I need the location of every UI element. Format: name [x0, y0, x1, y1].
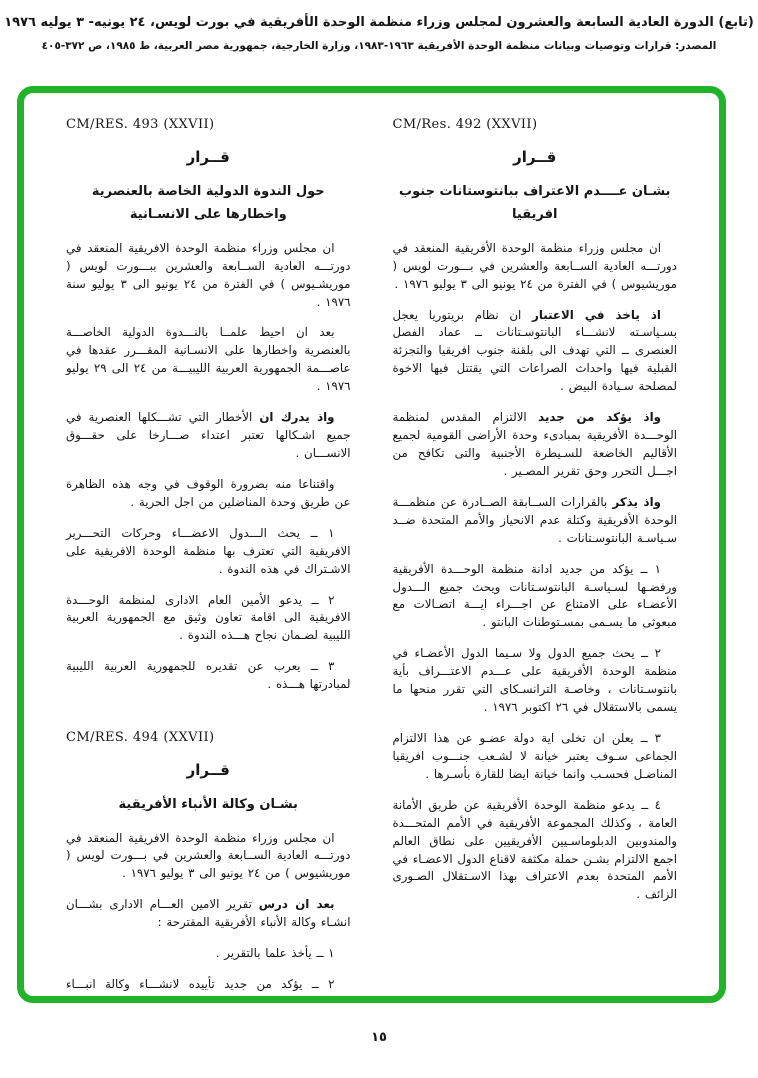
- page-number: ١٥: [371, 1030, 387, 1045]
- paragraph-lead: واذ يدرك ان: [259, 410, 335, 425]
- resolution-subtitle: [393, 180, 678, 227]
- paragraph: ٤ ــ يدعو منظمة الوحدة الأفريقية عن طريق الأمانة العامة ، وكذلك المجموعة الأفريقية في الأمم المتحـــدة والمندوبين الدبلوماسـيين الأفريقيين على نطاق العالم اجمع الالتزام بشـن حملة مكثفة لاقناع الدول الاعضـاء في الأمم المتحدة بعدم الاعتراف بهذا الاسـتقلال الصـورى الزائف .: [392, 797, 677, 902]
- header-session-title: (تابع) الدورة العادية السابعة والعشرون لمجلس وزراء منظمة الوحدة الأفريقية في بورت لويس، ٢٤ يونيه- ٣ يوليه ١٩٧٦: [4, 15, 754, 30]
- paragraph: اذ ياخذ في الاعتبار ان نظام بريتوريا يعجل بسـياسـته لانشـــاء البانتوسـتانات ــ عماد الفصل العنصرى ــ التي تهدف الى بلقنة جنوب افريقيا والتجزئة القبلية فيها واحداث الصراعات التي يقتتل فيها الاخوة لمصلحة سـيادة البيض .: [392, 307, 677, 394]
- resolution-ref: CM/RES. 494 (XXVII): [66, 730, 215, 746]
- paragraph: واقتناعا منه بضرورة الوقوف في وجه هذه الظاهرة عن طريق وحدة المناضلين من اجل الحرية .: [66, 476, 351, 509]
- paragraph: ١ ــ يأخذ علما بالتقرير .: [215, 946, 335, 961]
- paragraph: ١ ــ يؤكد من جديد ادانة منظمة الوحـــدة الأفريقية ورفضـها لسـياسـة البانتوسـتانات ويحث جميع الـــدول الأعضـاء على الامتناع عن اجـــراء ايـــة اتصـالات مع مبعوثى ما يسـمى بمسـتوطنات البانتو .: [392, 561, 677, 630]
- paragraph: ٢ ــ يدعو الأمين العام الادارى لمنظمة الوحـــدة الافريقية الى اقامة تعاون وثيق مع الجمهورية العربية الليبية لضـمان نجاح هـــذه الندوة .: [66, 592, 351, 643]
- resolution-subtitle-line: حول الندوة الدولية الخاصة بالعنصرية: [91, 184, 325, 199]
- resolution-title: قــرار: [186, 761, 230, 780]
- page-header: [0, 0, 758, 52]
- resolution-section: [393, 117, 678, 904]
- paragraph: ٢ ــ يحث جميع الدول ولا سـيما الدول الأعضـاء في منظمة الوحدة الأفريقية على عـــدم الاعتـــراف بأية بانتوسـتانات ، وخاصـة الترانسـكاى التي تقرر منحها ما يسمى بالاستقلال في ٢٦ اكتوبر ١٩٧٦ .: [392, 646, 677, 715]
- resolution-title: قــرار: [186, 148, 230, 166]
- paragraph: واذ يذكر بالقرارات الســابقة الصــادرة عن منظمـــة الوحدة الأفريقية وكتلة عدم الانحياز والأمم المتحدة ضــد سـياسـة البانتوسـتانات .: [392, 494, 677, 545]
- paragraph: ٣ ــ يعرب عن تقديره للجمهورية العربية الليبية لمبادرتها هـــذه .: [66, 659, 351, 692]
- column-left: [66, 117, 351, 1003]
- paragraph: بعد ان درس تقرير الامين العـــام الادارى بشـــان انشـاء وكالة الأنباء الأفريقية المقترحة :: [66, 897, 351, 930]
- resolution-subtitle: [66, 793, 351, 816]
- resolution-subtitle-line: بشـان عــــدم الاعتراف ببانتوستانات جنوب افريقيا: [399, 184, 671, 223]
- paragraph-lead: بعد ان درس: [258, 897, 335, 912]
- paragraph: ١ ــ يحث الـــدول الاعضـــاء وحركات التحـــرير الافريقية التي تعترف بها منظمة الوحدة الافريقية على الاشـتراك في هذه الندوة .: [66, 525, 351, 576]
- document-frame: [17, 86, 726, 1003]
- resolution-subtitle-line: بشـان وكالة الأنباء الأفريقية: [118, 797, 298, 813]
- paragraph: ان مجلس وزراء منظمة الوحدة الأفريقية المنعقد في دورتـــه العادية الســابعة والعشرين في بـــورت لويس ( موريشيوس ) في الفترة من ٢٤ يونيو الى ٣ يوليو ١٩٧٦ .: [392, 240, 677, 291]
- two-column-layout: [24, 93, 719, 1003]
- column-right: [393, 117, 678, 917]
- resolution-subtitle-line: واخطارها على الانسـانية: [129, 207, 287, 223]
- paragraph: ان مجلس وزراء منظمة الوحدة الافريقية المنعقد في دورتـــه العادية الســابعة والعشرين ببـــورت لويس ( موريشـيوس ) في الفترة من ٢٤ يونيو الى ٣ يوليو سنة ١٩٧٦ .: [66, 240, 351, 309]
- paragraph-lead: اذ ياخذ في الاعتبار: [532, 307, 661, 322]
- header-source-citation: المصدر: قرارات وتوصيات وبيانات منظمة الوحدة الأفريقية ١٩٦٣-١٩٨٣، وزارة الخارجية، جمهورية مصر العربية، ط ١٩٨٥، ص ٣٧٢-٤٠٥: [41, 40, 717, 52]
- resolution-ref: CM/RES. 493 (XXVII): [66, 117, 215, 132]
- paragraph: واذ يدرك ان الأخطار التي تشـــكلها العنصرية في جميع اشـكالها تعتبر اعتداء صـــارخا على حقـــوق الانســـان .: [66, 410, 351, 460]
- resolution-ref: CM/Res. 492 (XXVII): [392, 117, 538, 132]
- paragraph-lead: واذ يؤكد من جديد: [538, 410, 661, 425]
- resolution-section: [66, 730, 351, 1003]
- resolution-title: قــرار: [513, 148, 557, 166]
- paragraph: ٢ ــ يؤكد من جديد تأييده لانشـــاء وكالة انبـــاء افريقية .: [66, 977, 351, 1003]
- paragraph: بعد ان احيط علمــا بالنـــدوة الدولية الخاصـــة بالعنصرية واخطارها على الانسـانية المقـــرر عقدها في عاصـــمة الجمهورية العربية الليبيـــة من ٢٤ الى ٢٩ يوليو ١٩٧٦ .: [66, 325, 351, 394]
- paragraph-lead: واذ يذكر: [612, 494, 661, 509]
- resolution-section: [66, 117, 351, 694]
- paragraph: ٣ ــ يعلن ان تخلى اية دولة عضـو عن هذا الالتزام الجماعى سـوف يعتبر خيانة لا لشـعب جنـــوب افريقيا المناضـل فحسـب وانما خيانة ايضا للقارة بأسـرها .: [392, 730, 677, 781]
- paragraph: واذ يؤكد من جديد الالتزام المقدس لمنظمة الوحـــدة الأفريقية بمبادىء وحدة الأراضى القومية لجميع الأقاليم الخاضعة للسـيطرة الأجنبية والتى تكافح من اجـــل التحرر وحق تقرير المصـير .: [392, 410, 677, 478]
- paragraph: ان مجلس وزراء منظمة الوحدة الافريقية المنعقد في دورتـــه العادية الســابعة والعشرين في بـــورت لويس ( موريشيوس ) من ٢٤ يونيو الى ٣ يوليو ١٩٧٦ .: [66, 830, 351, 881]
- resolution-subtitle: [66, 180, 351, 227]
